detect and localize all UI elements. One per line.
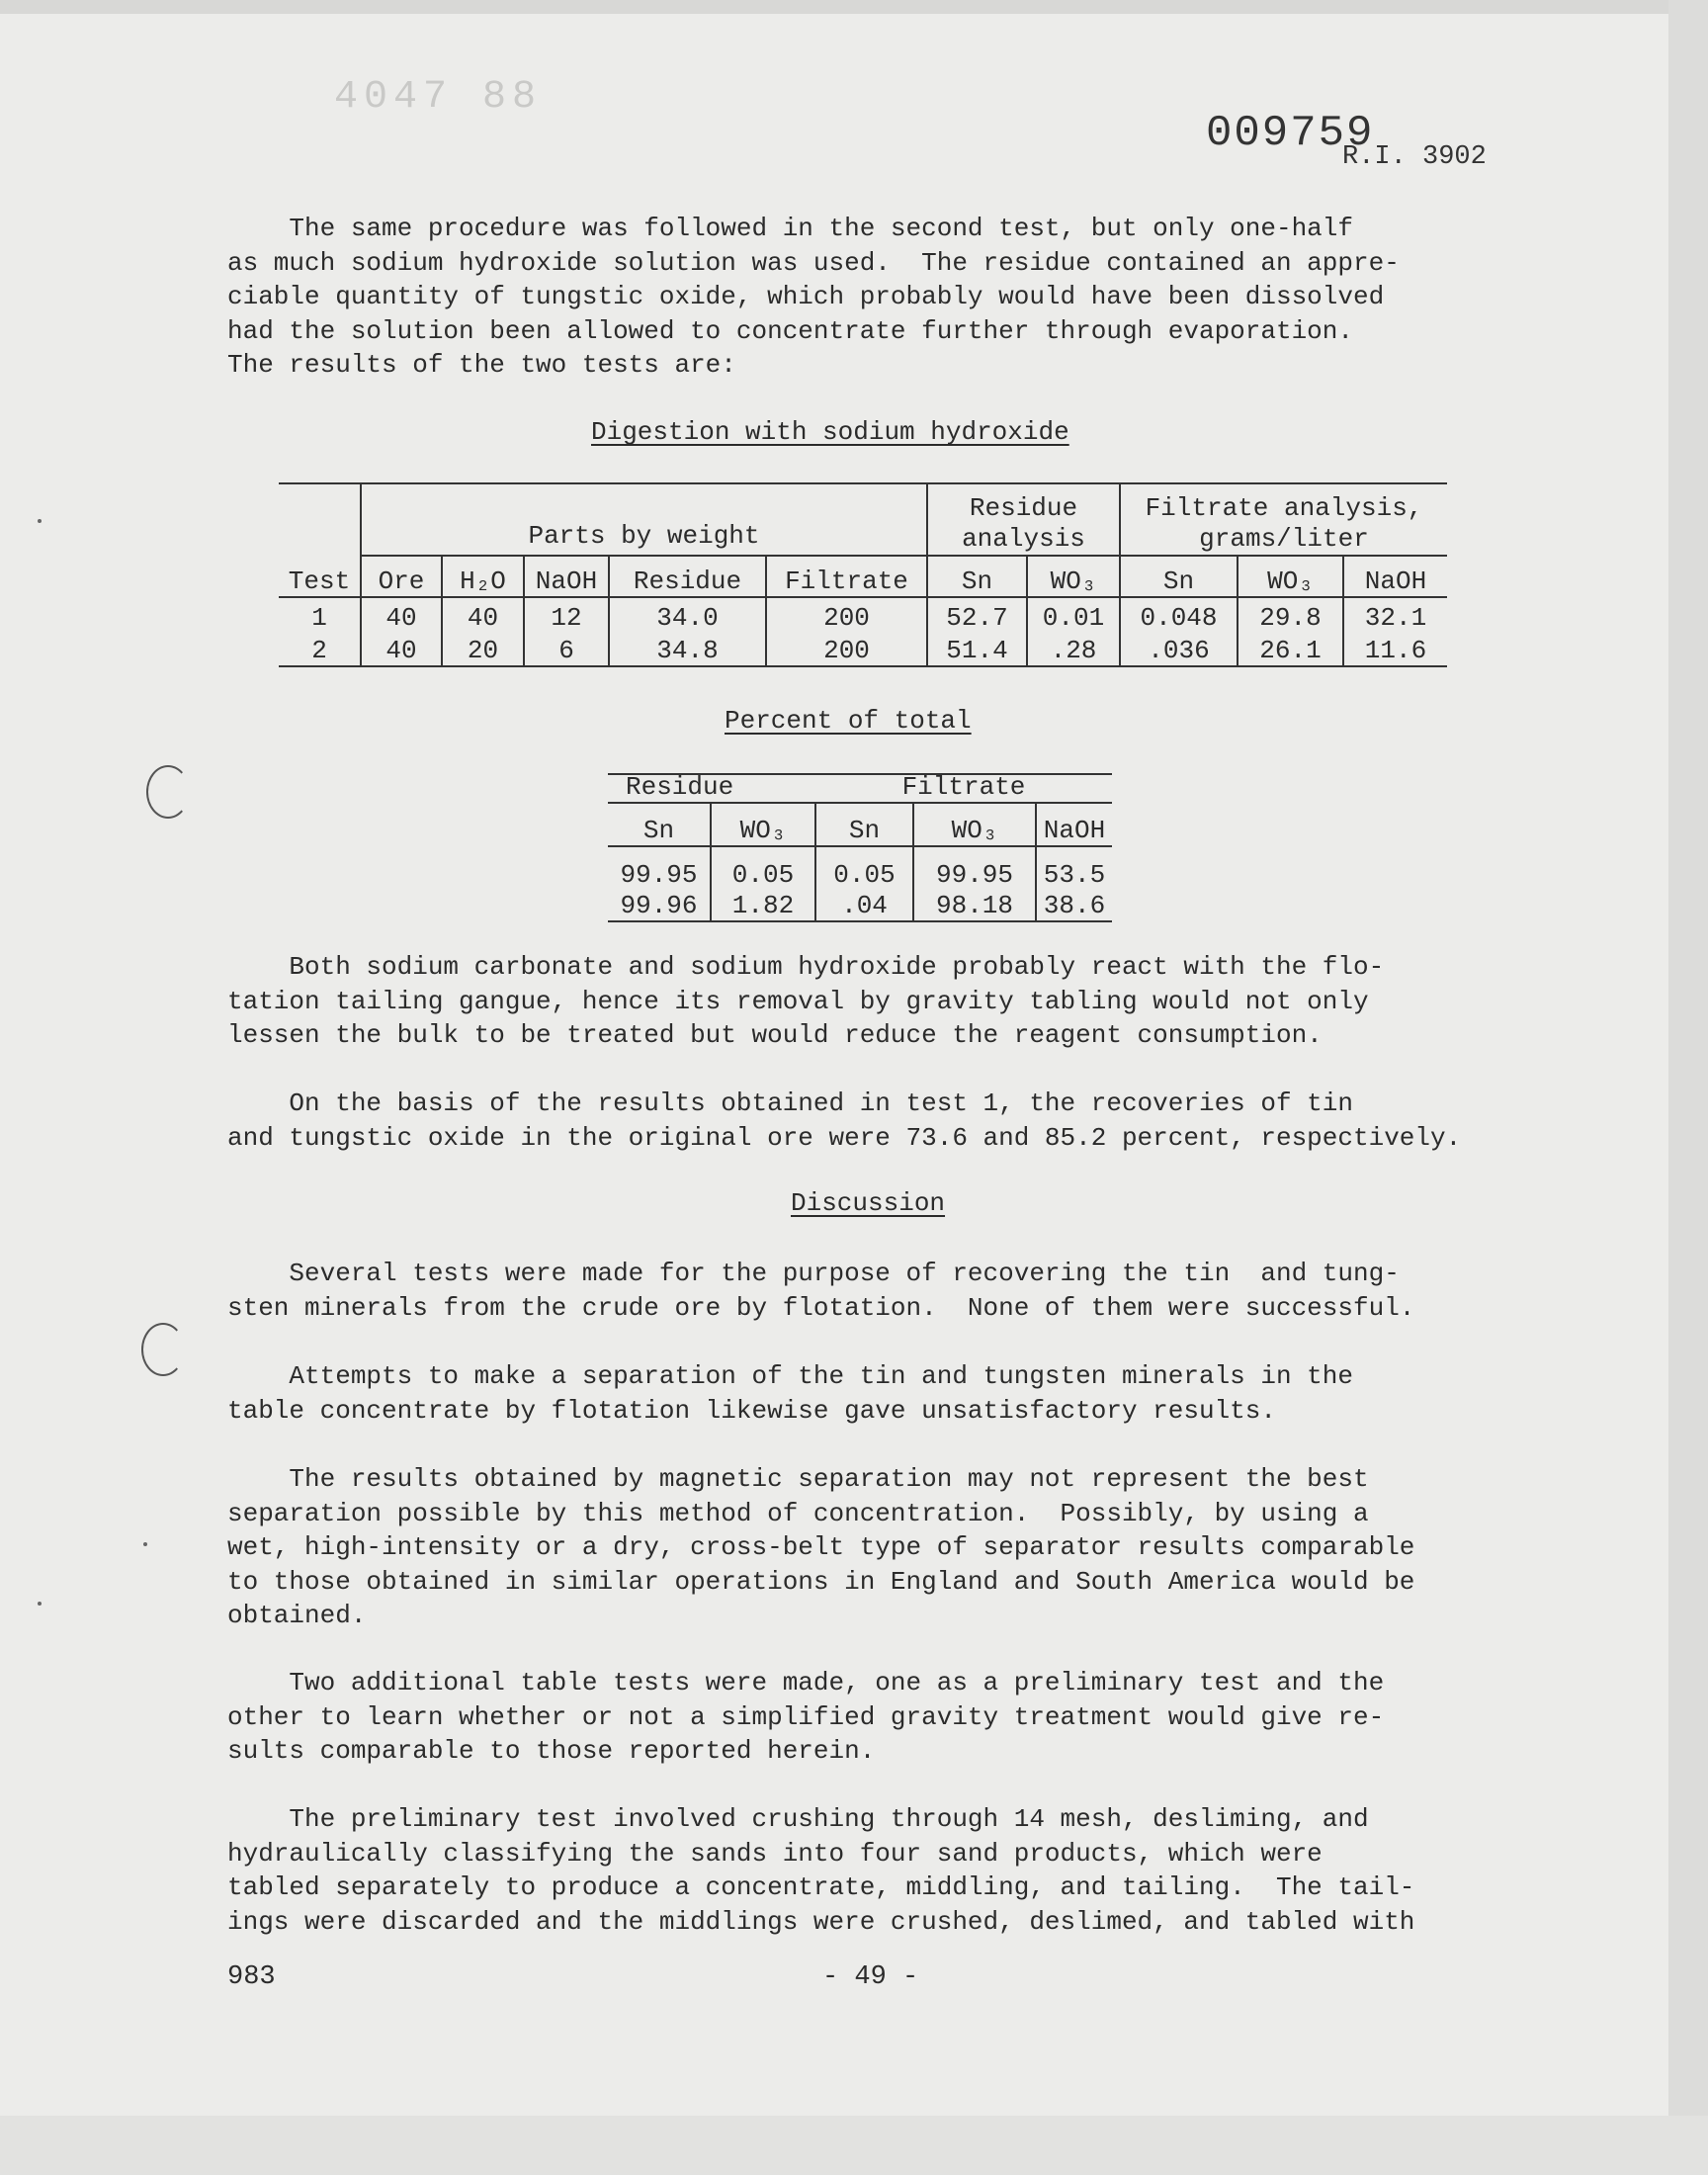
paragraph-flotation-tests <box>227 1257 1552 1325</box>
column-header: Sn <box>927 556 1027 597</box>
column-header: Ore <box>361 556 442 597</box>
accession-number: 009759 <box>1206 109 1375 158</box>
table-cell: 200 <box>766 597 927 633</box>
text-line: The same procedure was followed in the second test, but only one-half <box>227 214 1353 243</box>
punch-hole-mark <box>141 1323 185 1376</box>
text-line: and tungstic oxide in the original ore were 73.6 and 85.2 percent, respectively. <box>227 1122 1462 1153</box>
text-line: had the solution been allowed to concentrate further through evaporation. <box>227 315 1353 346</box>
discussion-heading: Discussion <box>791 1188 946 1218</box>
paragraph-table-tests <box>227 1666 1552 1769</box>
text-line: Both sodium carbonate and sodium hydroxide probably react with the flo- <box>227 952 1385 982</box>
paragraph-procedure <box>227 212 1552 383</box>
column-header: NaOH <box>1036 803 1112 846</box>
table-cell: .28 <box>1027 633 1120 666</box>
table-cell: 0.048 <box>1120 597 1238 633</box>
table-cell: 99.95 <box>620 860 698 890</box>
paragraph-reagent-consumption <box>227 950 1552 1053</box>
table-row <box>279 633 1447 666</box>
text-line: hydraulically classifying the sands into four sand products, which were <box>227 1838 1323 1869</box>
text-line: separation possible by this method of concentration. Possibly, by using a <box>227 1498 1369 1528</box>
table-cell: 12 <box>524 597 609 633</box>
text-line: lessen the bulk to be treated but would reduce the reagent consumption. <box>227 1020 1323 1050</box>
text-line: sults comparable to those reported herein. <box>227 1736 876 1766</box>
table-cell: 53.5 <box>1036 846 1112 890</box>
text-line: to those obtained in similar operations in England and South America would be <box>227 1566 1415 1597</box>
table-cell: 1 <box>311 603 327 633</box>
page-number: - 49 - <box>822 1962 919 1992</box>
group-header-line: Filtrate analysis, <box>1145 493 1423 523</box>
text-line: The results of the two tests are: <box>227 350 736 380</box>
table-row <box>279 597 1447 633</box>
column-header: Residue <box>609 556 766 597</box>
table2-percent-of-total <box>608 771 1112 922</box>
page-bottom-edge <box>0 2116 1708 2175</box>
column-header: NaOH <box>1343 556 1447 597</box>
table-cell: 99.96 <box>608 890 711 921</box>
text-line: other to learn whether or not a simplified gravity treatment would give re- <box>227 1701 1385 1732</box>
table1-corner <box>279 484 361 556</box>
speck-mark <box>38 519 42 523</box>
page-top-edge <box>0 0 1708 14</box>
table-cell: 200 <box>766 633 927 666</box>
table-cell: .036 <box>1120 633 1238 666</box>
table-cell: 99.95 <box>913 846 1036 890</box>
text-line: obtained. <box>227 1601 367 1630</box>
table-cell: 40 <box>442 597 524 633</box>
group-header-line: analysis <box>962 524 1085 554</box>
table1-group-filtrate <box>1120 484 1447 556</box>
table-cell: 40 <box>361 597 442 633</box>
punch-hole-mark <box>146 765 190 819</box>
text-line: table concentrate by flotation likewise gave unsatisfactory results. <box>227 1395 1276 1426</box>
table-cell: 34.0 <box>609 597 766 633</box>
text-line: tation tailing gangue, hence its removal by gravity tabling would not only <box>227 986 1369 1016</box>
text-line: ings were discarded and the middlings were crushed, deslimed, and tabled with <box>227 1906 1415 1937</box>
table2-group-filtrate: Filtrate <box>815 771 1112 803</box>
table-cell: 0.05 <box>815 846 913 890</box>
report-id: R.I. 3902 <box>1342 142 1487 172</box>
table-cell: 1.82 <box>711 890 815 921</box>
column-header: Sn <box>1120 556 1238 597</box>
text-line: The results obtained by magnetic separation may not represent the best <box>227 1464 1369 1494</box>
group-header-line: Residue <box>969 493 1078 523</box>
table-row <box>608 846 1112 890</box>
text-line: ciable quantity of tungstic oxide, which probably would have been dissolved <box>227 282 1385 311</box>
column-header: Sn <box>815 803 913 846</box>
table1-group-residue <box>927 484 1120 556</box>
paragraph-recoveries <box>227 1087 1552 1155</box>
table-cell: 20 <box>442 633 524 666</box>
table-cell: 26.1 <box>1238 633 1343 666</box>
table-cell: 40 <box>361 633 442 666</box>
table-cell: 52.7 <box>927 597 1027 633</box>
text-line: tabled separately to produce a concentrate, middling, and tailing. The tail- <box>227 1872 1415 1902</box>
column-header: NaOH <box>524 556 609 597</box>
column-header: Sn <box>608 803 711 846</box>
text-line: wet, high-intensity or a dry, cross-belt type of separator results comparable <box>227 1532 1415 1562</box>
table-cell: 34.8 <box>609 633 766 666</box>
table1-digestion <box>279 484 1447 667</box>
speck-mark <box>143 1542 147 1546</box>
paragraph-separation-attempts <box>227 1359 1552 1428</box>
table-cell: .04 <box>815 890 913 921</box>
table-cell: 2 <box>279 633 361 666</box>
page-right-edge <box>1668 0 1708 2175</box>
speck-mark <box>38 1602 42 1606</box>
text-line: The preliminary test involved crushing through 14 mesh, desliming, and <box>227 1804 1369 1834</box>
table2-title: Percent of total <box>725 706 972 736</box>
column-header: H₂O <box>442 556 524 597</box>
table-cell: 11.6 <box>1343 633 1447 666</box>
text-line: sten minerals from the crude ore by flotation. None of them were successful. <box>227 1292 1415 1323</box>
column-header: WO₃ <box>711 803 815 846</box>
column-header: Test <box>279 556 361 597</box>
table-cell: 38.6 <box>1036 890 1112 921</box>
table-cell: 6 <box>524 633 609 666</box>
text-line: On the basis of the results obtained in test 1, the recoveries of tin <box>227 1088 1353 1118</box>
column-header: WO₃ <box>913 803 1036 846</box>
report-number: 983 <box>227 1962 276 1992</box>
text-line: Attempts to make a separation of the tin and tungsten minerals in the <box>227 1361 1353 1391</box>
table-cell: 32.1 <box>1343 597 1447 633</box>
table1-group-parts: Parts by weight <box>361 484 927 556</box>
table-cell: 0.05 <box>711 846 815 890</box>
column-header: Filtrate <box>766 556 927 597</box>
table-row <box>608 890 1112 921</box>
table2-group-residue: Residue <box>608 771 815 803</box>
text-line: as much sodium hydroxide solution was used. The residue contained an appre- <box>227 247 1400 278</box>
faint-stamp-number: 4047 88 <box>334 75 543 120</box>
table-cell: 51.4 <box>927 633 1027 666</box>
paragraph-preliminary-test <box>227 1802 1552 1939</box>
paragraph-magnetic-separation <box>227 1462 1552 1633</box>
table1-title: Digestion with sodium hydroxide <box>591 417 1069 447</box>
text-line: Two additional table tests were made, one as a preliminary test and the <box>227 1668 1385 1697</box>
table-cell: 29.8 <box>1238 597 1343 633</box>
table-cell: 98.18 <box>913 890 1036 921</box>
table-cell: 0.01 <box>1027 597 1120 633</box>
text-line: Several tests were made for the purpose of recovering the tin and tung- <box>227 1259 1400 1288</box>
column-header: WO₃ <box>1027 556 1120 597</box>
group-header-line: grams/liter <box>1199 524 1369 554</box>
column-header: WO₃ <box>1238 556 1343 597</box>
